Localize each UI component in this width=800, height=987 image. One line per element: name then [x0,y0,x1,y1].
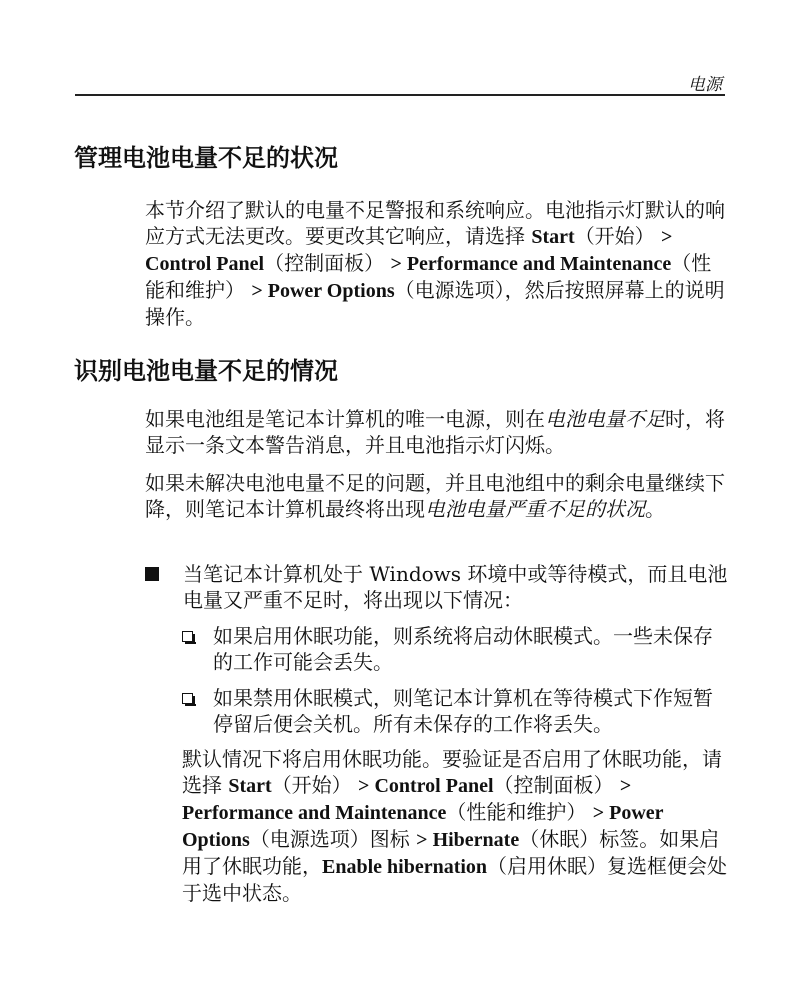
section-heading-identify-low-battery: 识别电池电量不足的情况 [74,357,338,385]
section-heading-low-battery-management: 管理电池电量不足的状况 [74,144,338,172]
text-run: 默认情况下将启用休眠功能。要验证是否启用了休眠功能，请选择 [182,747,722,797]
text-run: （控制面板） [264,251,391,275]
bullet-text: 当笔记本计算机处于 Windows 环境中或等待模式，而且电池电量又严重不足时，将出现以下情况： [183,562,728,612]
text-run: 如果未解决电池电量不足的问题，并且电池组中的剩余电量继续下降，则笔记本计算机最终将出现 [145,471,725,521]
section1-paragraph [145,197,725,330]
text-run: （性能和维护） [145,251,712,302]
section2-paragraph-3 [182,746,730,906]
square-bullet-icon [145,567,159,581]
text-run: Enable hibernation [322,856,488,878]
section2-paragraph-2 [145,470,729,522]
text-run: > Control Panel [145,226,673,275]
text-run: > Power Options [251,280,395,302]
page-header [0,0,800,96]
text-run: > Control Panel [358,775,494,797]
text-run: 电池电量严重不足的状况 [425,497,645,521]
rich-text [145,197,725,330]
text-run: 如果电池组是笔记本计算机的唯一电源，则在 [145,407,545,431]
text-run: （电源选项），然后按照屏幕上的说明操作。 [145,278,725,329]
text-run: > Performance and Maintenance [390,253,672,275]
section2-paragraph-1 [145,406,729,458]
text-run: 时，将显示一条文本警告消息，并且电池指示灯闪烁。 [145,407,725,457]
text-run: （控制面板） [493,773,620,797]
text-run: > Performance and Maintenance [182,775,632,824]
text-run: （开始） [271,773,359,797]
checkbox-bullet-icon [182,693,193,704]
text-run: （性能和维护） [446,800,593,824]
text-run: 。 [645,497,665,521]
sub-item-text: 如果禁用休眠模式，则笔记本计算机在等待模式下作短暂停留后便会关机。所有未保存的工作将丢失。 [213,686,713,736]
sub-item-text: 如果启用休眠功能，则系统将启动休眠模式。一些未保存的工作可能会丢失。 [213,624,713,674]
checkbox-bullet-icon [182,631,193,642]
text-run: Start [228,775,272,797]
text-run: （电源选项）图标 [249,827,417,851]
rich-text [182,746,730,906]
text-run: > Hibernate [416,829,520,851]
text-run: （开始） [574,224,662,248]
running-head: 电源 [688,75,722,95]
text-run: （启用休眠）复选框便会处于选中状态。 [182,854,728,905]
header-rule [75,94,725,96]
text-run: 电池电量不足 [545,407,665,431]
text-run: > Power Options [182,802,664,851]
rich-text [145,470,729,522]
text-run: （休眠）标签。如果启用了休眠功能， [182,827,720,878]
rich-text [145,406,729,458]
text-run: Start [531,226,575,248]
text-run: 本节介绍了默认的电量不足警报和系统响应。电池指示灯默认的响应方式无法更改。要更改其它响应，请选择 [145,198,725,248]
